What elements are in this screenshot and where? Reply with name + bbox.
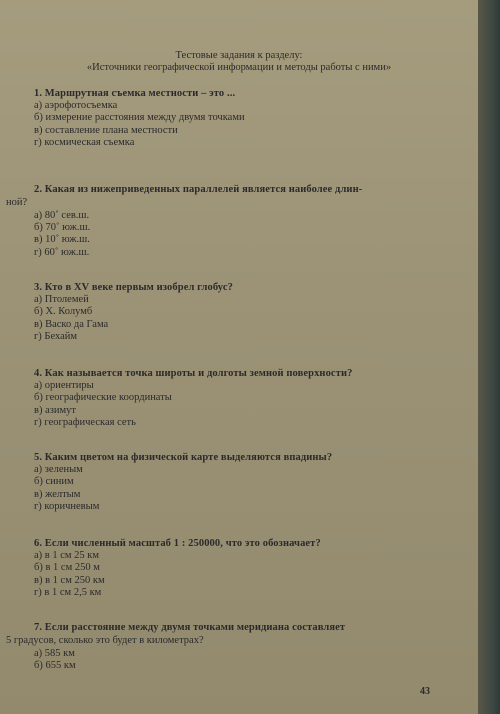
question-6-title: 6. Если численный масштаб 1 : 250000, что это обозначает? xyxy=(34,538,321,549)
answer-3b: б) Х. Колумб xyxy=(34,306,93,318)
question-4 xyxy=(34,368,454,429)
answer-1c: в) составление плана местности xyxy=(34,124,178,136)
question-1 xyxy=(34,88,454,149)
answer-5a: а) зеленым xyxy=(34,464,83,476)
question-6 xyxy=(34,538,454,599)
page-number: 43 xyxy=(420,686,430,697)
answer-4a: а) ориентиры xyxy=(34,380,94,392)
question-3 xyxy=(34,282,454,343)
question-7 xyxy=(34,622,454,634)
question-4-title: 4. Как называется точка широты и долготы земной поверхности? xyxy=(34,368,353,379)
answer-6d: г) в 1 см 2,5 км xyxy=(34,586,102,598)
answer-6a: а) в 1 см 25 км xyxy=(34,550,100,562)
question-5 xyxy=(34,452,454,513)
answer-4d: г) географическая сеть xyxy=(34,416,136,428)
question-2-answers xyxy=(34,210,454,259)
question-7-answers xyxy=(34,648,454,672)
book-spine xyxy=(478,0,500,714)
answer-7b: б) 655 км xyxy=(34,660,76,672)
answer-6c: в) в 1 см 250 км xyxy=(34,574,105,586)
section-heading: Тестовые задания к разделу: xyxy=(175,50,303,61)
answer-7a: а) 585 км xyxy=(34,648,75,659)
answer-2c: в) 10˚ юж.ш. xyxy=(34,234,90,246)
question-5-title: 5. Каким цветом на физической карте выделяются впадины? xyxy=(34,452,333,463)
answer-3a: а) Птолемей xyxy=(34,294,89,306)
answer-4b: б) географические координаты xyxy=(34,392,172,404)
question-1-title: 1. Маршрутная съемка местности – это ... xyxy=(34,88,236,99)
answer-2a: а) 80˚ сев.ш. xyxy=(34,210,90,221)
answer-6b: б) в 1 см 250 м xyxy=(34,562,100,574)
answer-1d: г) космическая съемка xyxy=(34,136,135,148)
question-2 xyxy=(34,184,454,196)
answer-1b: б) измерение расстояния между двумя точками xyxy=(34,112,245,124)
question-3-title: 3. Кто в XV веке первым изобрел глобус? xyxy=(34,282,233,293)
answer-3d: г) Бехайм xyxy=(34,330,78,342)
question-2-title-continued: ной? xyxy=(6,197,28,208)
question-7-title: 7. Если расстояние между двумя точками меридиана составляет xyxy=(34,622,346,633)
answer-2b: б) 70˚ юж.ш. xyxy=(34,222,91,234)
answer-5b: б) синим xyxy=(34,476,74,488)
answer-1a: а) аэрофотосъемка xyxy=(34,100,118,112)
question-2-title: 2. Какая из нижеприведенных параллелей является наиболее длин- xyxy=(34,184,363,195)
question-7-title-continued: 5 градусов, сколько это будет в километрах? xyxy=(6,635,204,646)
answer-5d: г) коричневым xyxy=(34,500,100,512)
answer-2d: г) 60˚ юж.ш. xyxy=(34,246,90,258)
answer-3c: в) Васко да Гама xyxy=(34,318,109,330)
section-subheading: «Источники географической информации и методы работы с ними» xyxy=(86,62,392,73)
answer-5c: в) желтым xyxy=(34,488,81,500)
answer-4c: в) азимут xyxy=(34,404,76,416)
